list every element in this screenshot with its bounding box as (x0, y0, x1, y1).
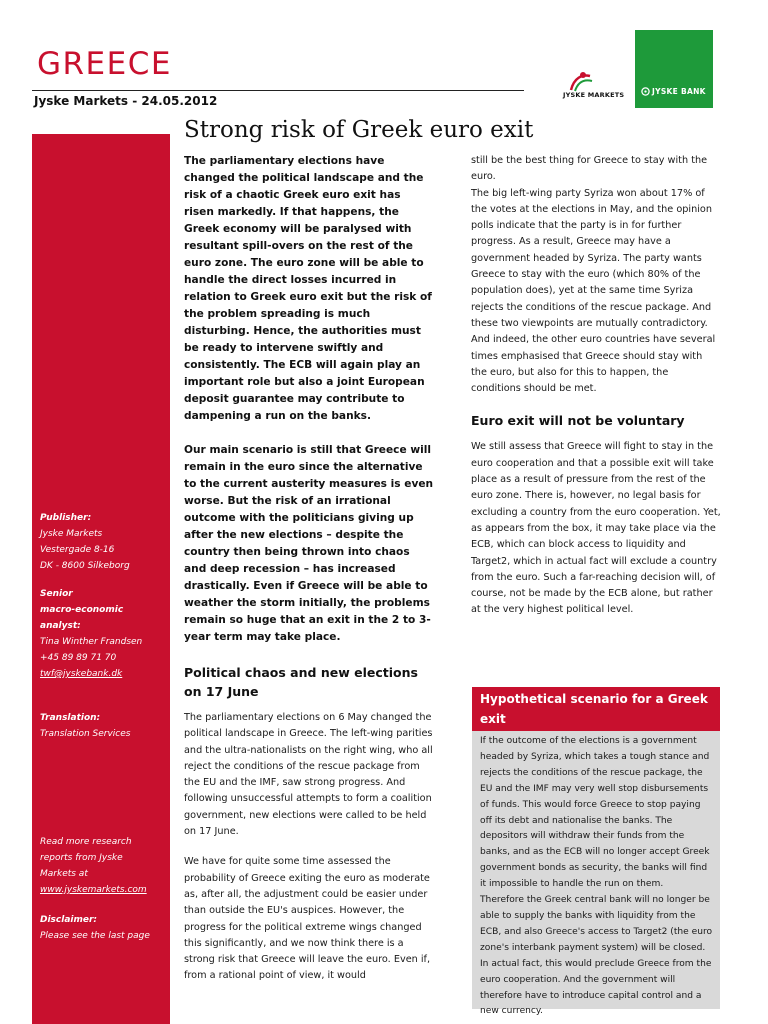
disclaimer-label: Disclaimer: (40, 915, 98, 925)
research-website-link[interactable]: www.jyskemarkets.com (40, 885, 147, 895)
publisher-block (40, 510, 168, 574)
article-headline: Strong risk of Greek euro exit (184, 117, 534, 143)
jyske-bank-mark-icon (641, 87, 650, 96)
jyske-markets-logo (560, 70, 630, 110)
jyske-markets-logo-text: JYSKE MARKETS (563, 91, 625, 99)
scenario-box-body (472, 731, 720, 1020)
translation-text: Translation Services (40, 729, 131, 739)
analyst-label: Senior (40, 589, 73, 599)
translation-block (40, 710, 168, 742)
publisher-line: Vestergade 8-16 (40, 545, 115, 555)
lead-paragraph: The parliamentary elections have changed the political landscape and the risk of a chaotic Greek euro exit has risen markedly. If that happens, the Greek economy will be paralysed with resultant spill-overs on the rest of the euro zone. The euro zone will be able to handle the direct losses incurred in relation to Greek euro exit but the risk of the problem spreading is much disturbing. Hence, the authorities must be ready to intervene swiftly and consistently. The ECB will again play an important role but also a joint European deposit guarantee may contribute to dampening a run on the banks. (184, 155, 432, 422)
article-column-left (184, 153, 434, 999)
body-paragraph: still be the best thing for Greece to stay with the euro. (471, 155, 708, 183)
scenario-box (472, 687, 720, 1017)
analyst-block (40, 586, 168, 682)
research-block (40, 834, 168, 898)
sidebar (32, 134, 170, 1024)
body-paragraph: We have for quite some time assessed the probability of Greece exiting the euro as moderate as, after all, the adjustment could be easier under than outside the EU's auspices. However, the progress for the political extreme wings changed this significantly, and we now think there is a strong risk that Greece will leave the euro. Even if, from a rational point of view, it would (184, 856, 431, 982)
analyst-label: macro-economic (40, 605, 124, 615)
lead-paragraph: Our main scenario is still that Greece will remain in the euro since the alternative to the current austerity measures is even worse. But the risk of an irrational outcome with the politicians giving up after the new elections – despite the country then being thrown into chaos and deep recession – has increased drastically. Even if Greece will be able to weather the storm initially, the problems remain so huge that an exit in the 2 to 3-year term may take place. (184, 444, 434, 643)
scenario-box-title: Hypothetical scenario for a Greek exit (472, 687, 720, 731)
publisher-line: Jyske Markets (40, 529, 103, 539)
section-heading: Euro exit will not be voluntary (471, 413, 685, 429)
publisher-label: Publisher: (40, 513, 92, 523)
research-line: Markets at (40, 869, 88, 879)
jyske-bank-logo (635, 30, 713, 108)
byline: Jyske Markets - 24.05.2012 (34, 94, 218, 108)
analyst-label: analyst: (40, 621, 81, 631)
body-paragraph: The big left-wing party Syriza won about 17% of the votes at the elections in May, and the opinion polls indicate that the party is in for further progress. As a result, Greece may have a government headed by Syriza. The party wants Greece to stay with the euro (which 80% of the population does), yet at the same time Syriza rejects the conditions of the rescue package. And these two viewpoints are mutually contradictory. And indeed, the other euro countries have several times emphasised that Greece should stay with the euro, but also for this to happen, the conditions should be met. (471, 187, 716, 395)
scenario-paragraph: If the outcome of the elections is a government headed by Syriza, which takes a tough stance and rejects the conditions of the rescue package, the EU and the IMF may very well stop disbursements of funds. This would force Greece to stop paying off its debt and nationalise the banks. The depositors will withdraw their funds from the banks, and as the ECB will no longer accept Greek government bonds as security, the banks will find it impossible to handle the run on them. (480, 736, 710, 890)
analyst-name: Tina Winther Frandsen (40, 637, 143, 647)
research-line: reports from Jyske (40, 853, 123, 863)
body-paragraph: The parliamentary elections on 6 May changed the political landscape in Greece. The left-wing parities and the ultra-nationalists on the right wing, who all reject the conditions of the rescue package from the EU and the IMF, saw strong progress. And following unsuccessful attempts to form a coalition government, new elections were called to be held on 17 June. (184, 712, 433, 838)
jyske-bank-logo-text: JYSKE BANK (652, 87, 706, 96)
header-divider (32, 90, 524, 91)
translation-label: Translation: (40, 713, 101, 723)
section-title: GREECE (37, 46, 172, 82)
publisher-line: DK - 8600 Silkeborg (40, 561, 130, 571)
analyst-phone: +45 89 89 71 70 (40, 653, 117, 663)
analyst-email-link[interactable]: twf@jyskebank.dk (40, 669, 123, 679)
disclaimer-block (40, 912, 168, 944)
research-line: Read more research (40, 837, 132, 847)
body-paragraph: We still assess that Greece will fight to stay in the euro cooperation and that a possible exit will take place as a result of pressure from the rest of the euro zone. There is, however, no legal basis for excluding a country from the euro cooperation. Yet, as appears from the box, it may take place via the ECB, which can block access to liquidity and Target2, which in actual fact will exclude a country from the euro. Such a far-reaching decision will, of course, not be made by the ECB alone, but rather at the very highest political level. (471, 441, 721, 616)
scenario-paragraph: Therefore the Greek central bank will no longer be able to supply the banks with liquidity from the ECB, and also Greece's access to Target2 (the euro zone's interbank payment system) will be closed. In actual fact, this would preclude Greece from the euro cooperation. And the government will therefore have to introduce capital control and a new currency. (480, 895, 713, 1017)
article-column-right (471, 153, 721, 633)
disclaimer-text: Please see the last page (40, 931, 150, 941)
section-heading: Political chaos and new elections on 17 June (184, 665, 418, 699)
